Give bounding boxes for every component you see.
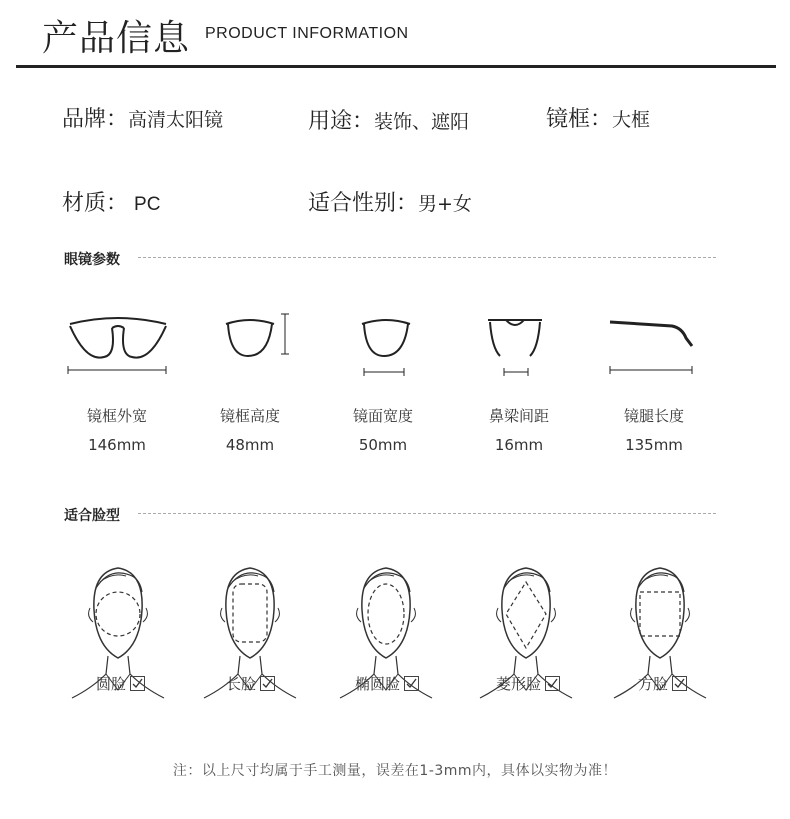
face-square xyxy=(638,673,687,694)
param-value: 50mm xyxy=(358,436,408,454)
spec-frame-key: 镜框： xyxy=(546,107,613,132)
spec-frame xyxy=(546,102,650,133)
params-section-divider xyxy=(138,257,716,258)
page-title: 产品信息 xyxy=(42,18,191,59)
checkbox-icon xyxy=(130,676,145,691)
face-long xyxy=(226,673,275,694)
param-value: 48mm xyxy=(225,436,275,454)
face-label-text: 圆脸 xyxy=(96,675,127,693)
faces-section-divider xyxy=(138,513,716,514)
face-label-text: 菱形脸 xyxy=(496,675,542,693)
measurement-note: 注：以上尺寸均属于手工测量，误差在1-3mm内，具体以实物为准！ xyxy=(172,763,618,779)
param-name: 镜面宽度 xyxy=(352,407,413,425)
spec-gender xyxy=(308,186,472,217)
params-section-label: 眼镜参数 xyxy=(64,252,120,268)
spec-usage xyxy=(308,104,469,135)
frame-height-diagram xyxy=(226,314,289,356)
face-label-text: 长脸 xyxy=(226,675,257,693)
spec-frame-value: 大框 xyxy=(612,109,651,131)
face-oval xyxy=(355,673,419,694)
checkbox-icon xyxy=(260,676,275,691)
face-round xyxy=(96,673,145,694)
param-lens-width xyxy=(323,405,443,454)
spec-material-key: 材质： xyxy=(62,191,129,216)
param-temple-length xyxy=(594,405,714,454)
faces-section-label: 适合脸型 xyxy=(64,508,120,524)
face-label-text: 方脸 xyxy=(638,675,669,693)
page-subtitle: PRODUCT INFORMATION xyxy=(205,25,409,42)
param-name: 镜框外宽 xyxy=(86,407,147,425)
param-name: 鼻梁间距 xyxy=(488,407,549,425)
param-name: 镜腿长度 xyxy=(623,407,684,425)
spec-brand xyxy=(62,102,223,133)
checkbox-icon xyxy=(672,676,687,691)
param-name: 镜框高度 xyxy=(219,407,280,425)
spec-gender-value: 男+女 xyxy=(418,193,472,215)
param-bridge-width xyxy=(459,405,579,454)
spec-material-value: PC xyxy=(134,194,161,215)
spec-gender-key: 适合性别： xyxy=(308,191,419,216)
lens-width-diagram xyxy=(362,320,410,376)
checkbox-icon xyxy=(404,676,419,691)
spec-usage-value: 装饰、遮阳 xyxy=(374,111,470,133)
bridge-width-diagram xyxy=(488,320,542,376)
face-label-text: 椭圆脸 xyxy=(355,675,401,693)
face-shape-diagrams xyxy=(0,560,790,670)
face-diamond xyxy=(496,673,560,694)
param-frame-height xyxy=(190,405,310,454)
param-value: 146mm xyxy=(88,436,146,454)
spec-brand-value: 高清太阳镜 xyxy=(128,109,224,131)
spec-usage-key: 用途： xyxy=(308,109,375,134)
param-frame-width xyxy=(57,405,177,454)
spec-material xyxy=(62,186,160,217)
frame-width-diagram xyxy=(68,318,166,374)
param-value: 16mm xyxy=(494,436,544,454)
header-divider xyxy=(16,65,776,68)
glasses-diagrams xyxy=(0,300,790,390)
spec-brand-key: 品牌： xyxy=(62,107,129,132)
param-value: 135mm xyxy=(625,436,683,454)
temple-length-diagram xyxy=(610,322,692,374)
checkbox-icon xyxy=(545,676,560,691)
